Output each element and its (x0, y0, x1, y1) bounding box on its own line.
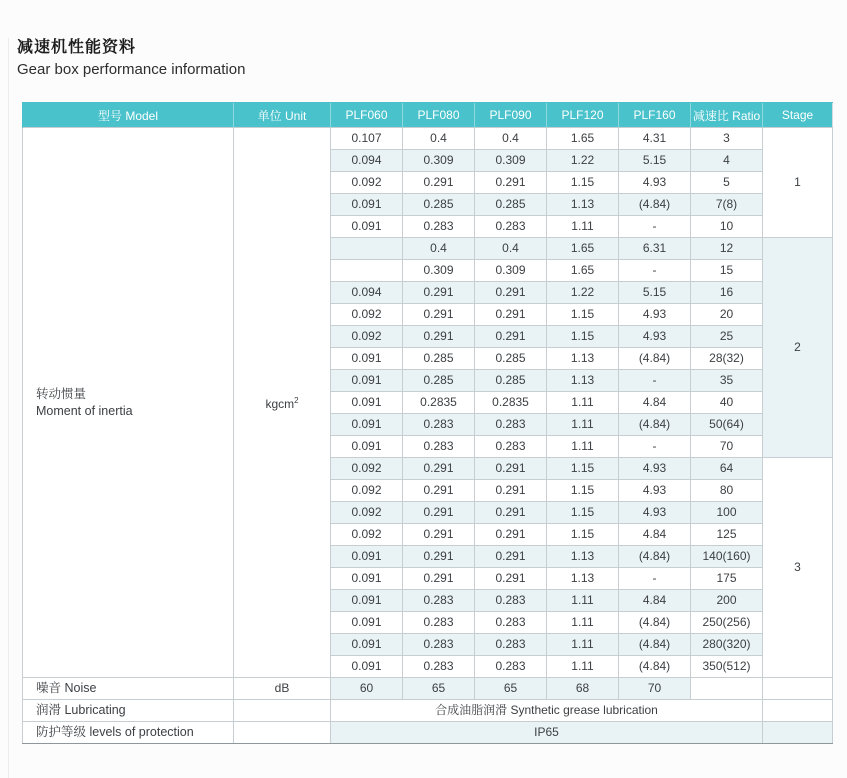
table-cell: 1.15 (547, 502, 619, 524)
table-cell: 1.15 (547, 304, 619, 326)
table-cell: 5.15 (619, 150, 691, 172)
table-cell: 4.93 (619, 480, 691, 502)
table-cell: 0.4 (403, 128, 475, 150)
table-cell: 0.285 (403, 348, 475, 370)
table-cell: 0.283 (475, 590, 547, 612)
table-cell: 0.285 (475, 194, 547, 216)
noise-value-plf090: 65 (475, 678, 547, 700)
gearbox-performance-table (22, 102, 833, 744)
table-cell: 15 (691, 260, 763, 282)
table-cell: 0.094 (331, 282, 403, 304)
header-cell-plf060: PLF060 (331, 103, 403, 128)
header-cell-plf160: PLF160 (619, 103, 691, 128)
noise-value-plf120: 68 (547, 678, 619, 700)
table-cell: 0.291 (403, 304, 475, 326)
noise-unit: dB (234, 678, 331, 700)
page-title: 减速机性能资料 (17, 39, 137, 56)
table-cell: 0.092 (331, 480, 403, 502)
inertia-unit-cell: kgcm$^2$ (234, 128, 331, 678)
table-cell: 0.091 (331, 568, 403, 590)
header-cell-stage: Stage (763, 103, 833, 128)
table-cell: (4.84) (619, 348, 691, 370)
page-subtitle: Gear box performance information (17, 61, 246, 79)
table-cell: 0.283 (403, 436, 475, 458)
table-cell: 0.291 (403, 480, 475, 502)
table-cell: 0.283 (403, 590, 475, 612)
table-cell: 35 (691, 370, 763, 392)
protection-stage-empty-cell (763, 722, 833, 744)
table-cell: 1.15 (547, 326, 619, 348)
table-cell: 28(32) (691, 348, 763, 370)
table-cell: 0.309 (403, 260, 475, 282)
table-cell: 0.283 (475, 414, 547, 436)
table-cell: 10 (691, 216, 763, 238)
table-cell: 1.15 (547, 480, 619, 502)
table-cell: 0.291 (475, 172, 547, 194)
table-cell: 0.291 (403, 172, 475, 194)
table-cell: 1.15 (547, 524, 619, 546)
table-cell: 0.091 (331, 370, 403, 392)
header-cell-plf090: PLF090 (475, 103, 547, 128)
table-cell: 0.283 (403, 216, 475, 238)
lubricating-stage-empty-cell (763, 700, 833, 722)
table-cell: 0.091 (331, 392, 403, 414)
table-cell: 0.091 (331, 656, 403, 678)
table-cell: 0.283 (475, 634, 547, 656)
table-cell: - (619, 216, 691, 238)
table-cell: 0.291 (403, 524, 475, 546)
table-cell: 4.31 (619, 128, 691, 150)
table-cell: 1.22 (547, 150, 619, 172)
table-cell: 1.13 (547, 568, 619, 590)
table-cell: 0.309 (403, 150, 475, 172)
table-cell: 1.11 (547, 590, 619, 612)
table-cell: 50(64) (691, 414, 763, 436)
noise-row (23, 678, 833, 700)
table-cell: 1.11 (547, 436, 619, 458)
table-cell: 4 (691, 150, 763, 172)
stage-cell: 2 (763, 238, 833, 458)
table-cell: 1.65 (547, 238, 619, 260)
table-cell: 0.283 (403, 414, 475, 436)
table-cell: 280(320) (691, 634, 763, 656)
table-cell: 12 (691, 238, 763, 260)
table-cell: 80 (691, 480, 763, 502)
table-cell: 125 (691, 524, 763, 546)
table-cell: 0.283 (475, 216, 547, 238)
lubricating-label: 润滑 Lubricating (23, 700, 234, 722)
table-cell: 0.291 (475, 282, 547, 304)
header-cell-unit: 单位 Unit (234, 103, 331, 128)
table-header (23, 103, 833, 128)
table-cell: 0.291 (475, 326, 547, 348)
table-cell: 25 (691, 326, 763, 348)
table-cell: 0.092 (331, 304, 403, 326)
table-cell: 1.15 (547, 172, 619, 194)
table-cell: 0.4 (475, 128, 547, 150)
protection-value: IP65 (331, 722, 763, 744)
table-cell: 0.091 (331, 414, 403, 436)
table-cell: 0.309 (475, 260, 547, 282)
table-cell: 0.092 (331, 502, 403, 524)
table-cell: 0.291 (475, 524, 547, 546)
noise-value-plf080: 65 (403, 678, 475, 700)
table-cell: - (619, 436, 691, 458)
stage-cell: 3 (763, 458, 833, 678)
table-cell: 4.93 (619, 326, 691, 348)
table-cell: 70 (691, 436, 763, 458)
table-cell: 1.11 (547, 656, 619, 678)
table-cell: 0.283 (403, 612, 475, 634)
table-cell: (4.84) (619, 634, 691, 656)
stage-cell: 1 (763, 128, 833, 238)
table-cell: 16 (691, 282, 763, 304)
table-cell: 0.092 (331, 326, 403, 348)
table-cell (331, 260, 403, 282)
table-cell: 0.283 (403, 656, 475, 678)
table-cell: 0.291 (403, 568, 475, 590)
header-cell-plf080: PLF080 (403, 103, 475, 128)
table-cell: 1.11 (547, 634, 619, 656)
table-cell: 1.15 (547, 458, 619, 480)
lubricating-value: 合成油脂润滑 Synthetic grease lubrication (331, 700, 763, 722)
table-cell: 0.092 (331, 524, 403, 546)
table-cell: 0.283 (403, 634, 475, 656)
table-cell: 4.93 (619, 458, 691, 480)
table-cell: (4.84) (619, 194, 691, 216)
header-cell-model: 型号 Model (23, 103, 234, 128)
table-cell: 40 (691, 392, 763, 414)
table-cell: 0.091 (331, 194, 403, 216)
table-cell: 0.309 (475, 150, 547, 172)
table-cell: 0.291 (475, 458, 547, 480)
table-cell: 0.291 (403, 546, 475, 568)
table-cell: 20 (691, 304, 763, 326)
table-cell: 0.285 (403, 370, 475, 392)
table-cell: 3 (691, 128, 763, 150)
table-cell: 1.11 (547, 392, 619, 414)
inertia-rows (23, 128, 833, 678)
table-cell: 0.285 (475, 348, 547, 370)
table-cell: 0.091 (331, 546, 403, 568)
table-cell: 0.107 (331, 128, 403, 150)
table-cell: 0.291 (403, 282, 475, 304)
table-cell: 4.84 (619, 392, 691, 414)
table-cell: 1.11 (547, 612, 619, 634)
table-cell: 0.2835 (475, 392, 547, 414)
table-cell: 0.091 (331, 612, 403, 634)
table-cell: 1.65 (547, 128, 619, 150)
table-cell: (4.84) (619, 546, 691, 568)
table-cell: 200 (691, 590, 763, 612)
table-cell: 5 (691, 172, 763, 194)
table-cell: 250(256) (691, 612, 763, 634)
table-cell: 140(160) (691, 546, 763, 568)
table-cell: - (619, 568, 691, 590)
table-cell: 0.2835 (403, 392, 475, 414)
table-cell: 1.13 (547, 546, 619, 568)
noise-stage-empty-cell (763, 678, 833, 700)
protection-unit-empty-cell (234, 722, 331, 744)
table-cell: (4.84) (619, 612, 691, 634)
table-cell: 0.094 (331, 150, 403, 172)
table-cell: 1.22 (547, 282, 619, 304)
table-cell: (4.84) (619, 414, 691, 436)
table-cell: 175 (691, 568, 763, 590)
table-cell: 1.13 (547, 194, 619, 216)
table-cell: 100 (691, 502, 763, 524)
table-cell: 0.291 (475, 480, 547, 502)
table-cell: 0.291 (475, 546, 547, 568)
protection-label: 防护等级 levels of protection (23, 722, 234, 744)
table-cell: 1.11 (547, 414, 619, 436)
table-cell: 0.291 (403, 458, 475, 480)
lubricating-unit-empty-cell (234, 700, 331, 722)
lubricating-row (23, 700, 833, 722)
table-cell: 0.291 (475, 304, 547, 326)
page-header (17, 38, 847, 79)
table-cell: (4.84) (619, 656, 691, 678)
table-cell: 4.93 (619, 172, 691, 194)
table-cell: 0.285 (475, 370, 547, 392)
header-cell-ratio: 减速比 Ratio (691, 103, 763, 128)
table-cell: 0.092 (331, 172, 403, 194)
table-cell: 0.283 (475, 612, 547, 634)
table-cell: 7(8) (691, 194, 763, 216)
table-cell: 0.091 (331, 590, 403, 612)
table-cell: 6.31 (619, 238, 691, 260)
header-row (23, 103, 833, 128)
inertia-row (23, 128, 833, 150)
table-cell: 4.93 (619, 502, 691, 524)
table-cell: - (619, 370, 691, 392)
table-cell: - (619, 260, 691, 282)
table-cell (331, 238, 403, 260)
table-cell: 64 (691, 458, 763, 480)
table-cell: 4.84 (619, 590, 691, 612)
table-cell: 0.283 (475, 656, 547, 678)
table-cell: 5.15 (619, 282, 691, 304)
table-cell: 4.93 (619, 304, 691, 326)
table-cell: 0.091 (331, 436, 403, 458)
header-cell-plf120: PLF120 (547, 103, 619, 128)
table-cell: 1.11 (547, 216, 619, 238)
table-cell: 0.285 (403, 194, 475, 216)
table-cell: 0.283 (475, 436, 547, 458)
table-cell: 0.291 (403, 326, 475, 348)
noise-value-plf060: 60 (331, 678, 403, 700)
table-cell: 0.091 (331, 348, 403, 370)
table-cell: 1.13 (547, 370, 619, 392)
table-cell: 0.4 (475, 238, 547, 260)
table-cell: 0.291 (475, 502, 547, 524)
table-cell: 0.291 (475, 568, 547, 590)
table-cell: 0.092 (331, 458, 403, 480)
noise-label: 噪音 Noise (23, 678, 234, 700)
protection-row (23, 722, 833, 744)
table-cell: 1.65 (547, 260, 619, 282)
table-cell: 350(512) (691, 656, 763, 678)
table-cell: 0.091 (331, 634, 403, 656)
table-cell: 1.13 (547, 348, 619, 370)
inertia-label-cell: 转动惯量 Moment of inertia (23, 128, 234, 678)
noise-value-plf160: 70 (619, 678, 691, 700)
noise-ratio-empty-cell (691, 678, 763, 700)
table-cell: 0.291 (403, 502, 475, 524)
page-edge-line (8, 38, 9, 778)
footer-rows (23, 678, 833, 744)
table-cell: 0.4 (403, 238, 475, 260)
table-cell: 0.091 (331, 216, 403, 238)
table-cell: 4.84 (619, 524, 691, 546)
